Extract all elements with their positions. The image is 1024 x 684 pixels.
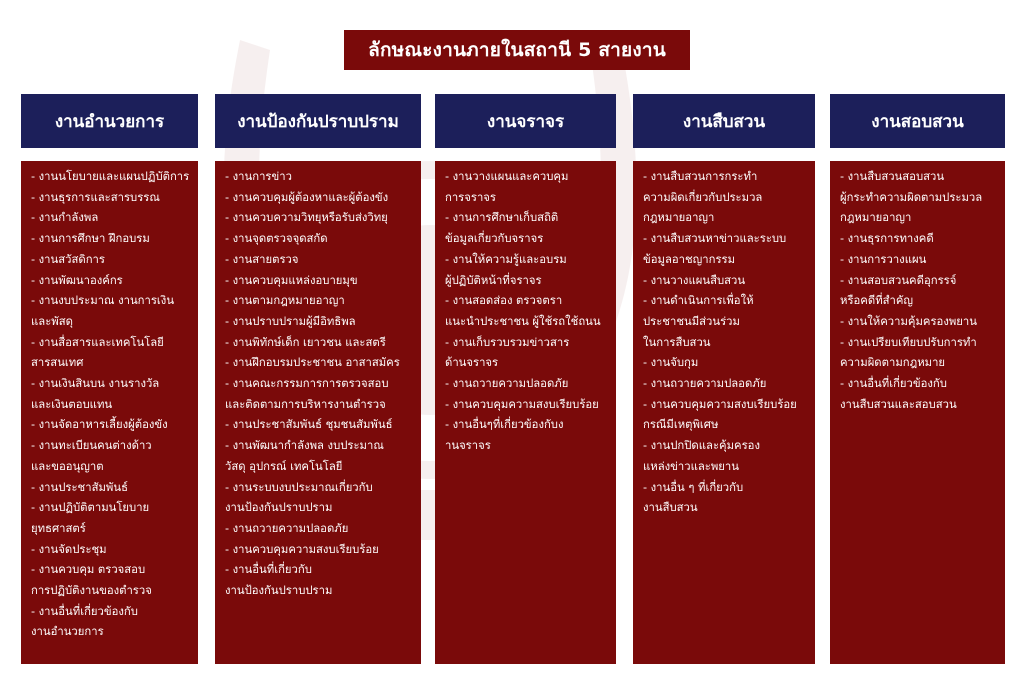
list-item: - งานสืบสวนการกระทำ bbox=[643, 170, 758, 183]
list-item: วัสดุ อุปกรณ์ เทคโนโลยี bbox=[225, 459, 343, 473]
list-item: - งานพัฒนาองค์กร bbox=[31, 273, 123, 287]
list-item: - งานสายตรวจ bbox=[225, 252, 299, 266]
list-item: - งานควบคุมความสงบเรียบร้อย bbox=[225, 542, 379, 556]
list-item: - งานอื่น ๆ ที่เกี่ยวกับ bbox=[643, 480, 744, 494]
list-item: - งานควบคุม ตรวจสอบ bbox=[31, 563, 146, 577]
list-item: แนะนำประชาชน ผู้ใช้รถใช้ถนน bbox=[445, 314, 601, 328]
list-item: - งานควบคุมแหล่งอบายมุข bbox=[225, 273, 358, 287]
list-item: ในการสืบสวน bbox=[643, 335, 711, 349]
list-item: ความผิดตามกฎหมาย bbox=[840, 356, 946, 370]
list-item: งานป้องกันปราบปราม bbox=[225, 501, 333, 515]
list-item: - งานสวัสดิการ bbox=[31, 252, 105, 266]
list-item: - งานวางแผนสืบสวน bbox=[643, 273, 746, 287]
list-item: ผู้กระทำความผิดตามประมวล bbox=[840, 190, 983, 204]
list-item: - งานสืบสวนหาข่าวและระบบ bbox=[643, 232, 787, 246]
list-item: านจราจร bbox=[445, 439, 491, 453]
list-item: - งานการศึกษาเก็บสถิติ bbox=[445, 211, 559, 225]
list-item: - งานการข่าว bbox=[225, 170, 292, 183]
list-item: - งานตามกฎหมายอาญา bbox=[225, 294, 345, 308]
list-item: และเงินตอบแทน bbox=[31, 397, 113, 411]
list-item: สารสนเทศ bbox=[31, 356, 84, 370]
list-item: - งานควบคุมความสงบเรียบร้อย bbox=[445, 397, 599, 411]
column-body bbox=[435, 161, 616, 664]
column-body bbox=[215, 161, 421, 664]
list-item: - งานถวายความปลอดภัย bbox=[445, 377, 569, 391]
list-item: - งานจัดประชุม bbox=[31, 542, 107, 556]
list-item: - งานเงินสินบน งานรางวัล bbox=[31, 377, 160, 391]
list-item: - งานจัดอาหารเลี้ยงผู้ต้องขัง bbox=[31, 418, 168, 432]
column-inquiry bbox=[830, 94, 1005, 664]
list-item: - งานปราบปรามผู้มีอิทธิพล bbox=[225, 314, 356, 328]
list-item: - งานประชาสัมพันธ์ ชุมชนสัมพันธ์ bbox=[225, 418, 393, 432]
list-item: แหล่งข่าวและพยาน bbox=[643, 459, 739, 473]
list-item: - งานการศึกษา ฝึกอบรม bbox=[31, 232, 150, 246]
list-item: - งานฝึกอบรมประชาชน อาสาสมัคร bbox=[225, 356, 400, 370]
list-item: งานป้องกันปราบปราม bbox=[225, 584, 333, 598]
list-item: ข้อมูลเกี่ยวกับจราจร bbox=[445, 232, 544, 246]
list-item: - งานให้ความรู้และอบรม bbox=[445, 252, 567, 266]
list-item: หรือคดีที่สำคัญ bbox=[840, 294, 914, 308]
list-item: - งานควบคุมความสงบเรียบร้อย bbox=[643, 397, 797, 411]
list-item: - งานเก็บรวบรวมข่าวสาร bbox=[445, 335, 570, 349]
list-item: - งานงบประมาณ งานการเงิน bbox=[31, 294, 175, 308]
list-item: - งานธุรการและสารบรรณ bbox=[31, 190, 160, 204]
list-item: - งานเปรียบเทียบปรับการทำ bbox=[840, 335, 977, 349]
column-investigation bbox=[633, 94, 815, 664]
list-item: ความผิดเกี่ยวกับประมวล bbox=[643, 190, 763, 204]
page-title: ลักษณะงานภายในสถานี 5 สายงาน bbox=[344, 30, 690, 70]
list-item: - งานธุรการทางคดี bbox=[840, 232, 934, 246]
list-item: งานสืบสวนและสอบสวน bbox=[840, 397, 957, 411]
list-item: ข้อมูลอาชญากรรม bbox=[643, 252, 736, 266]
list-item: - งานถวายความปลอดภัย bbox=[225, 521, 349, 535]
list-item: การปฏิบัติงานของตำรวจ bbox=[31, 584, 152, 598]
list-item: - งานสื่อสารและเทคโนโลยี bbox=[31, 335, 164, 349]
list-item: กรณีมีเหตุพิเศษ bbox=[643, 418, 719, 432]
list-item: - งานให้ความคุ้มครองพยาน bbox=[840, 314, 977, 328]
column-body bbox=[633, 161, 815, 664]
list-item: - งานกำลังพล bbox=[31, 211, 99, 225]
list-item: - งานควบคุมผู้ต้องหาและผู้ต้องขัง bbox=[225, 190, 389, 204]
list-item: - งานพิทักษ์เด็ก เยาวชน และสตรี bbox=[225, 335, 386, 349]
list-item: ผู้ปฏิบัติหน้าที่จราจร bbox=[445, 273, 542, 287]
list-item: - งานปฏิบัติตามนโยบาย bbox=[31, 501, 150, 515]
column-traffic bbox=[435, 94, 616, 664]
list-item: - งานควบความวิทยุหรือรับส่งวิทยุ bbox=[225, 211, 388, 225]
list-item: การจราจร bbox=[445, 190, 496, 204]
list-item: - งานสืบสวนสอบสวน bbox=[840, 170, 945, 183]
column-body bbox=[21, 161, 198, 664]
list-item: และพัสดุ bbox=[31, 314, 73, 328]
list-item: - งานระบบงบประมาณเกี่ยวกับ bbox=[225, 480, 373, 494]
list-item: - งานสอดส่อง ตรวจตรา bbox=[445, 294, 563, 308]
list-item: งานอำนวยการ bbox=[31, 625, 104, 639]
list-item: - งานอื่นๆที่เกี่ยวข้องกับง bbox=[445, 418, 564, 432]
list-item: - งานปกปิดและคุ้มครอง bbox=[643, 439, 760, 453]
list-item: - งานจับกุม bbox=[643, 356, 699, 370]
column-heading: งานสอบสวน bbox=[830, 94, 1005, 148]
list-item: - งานนโยบายและแผนปฏิบัติการ bbox=[31, 170, 190, 183]
column-crime-prevention bbox=[215, 94, 421, 664]
list-item: - งานประชาสัมพันธ์ bbox=[31, 480, 128, 494]
list-item: - งานถวายความปลอดภัย bbox=[643, 377, 767, 391]
column-administration bbox=[21, 94, 198, 664]
list-item: กฎหมายอาญา bbox=[643, 211, 715, 225]
list-item: - งานคณะกรรมการการตรวจสอบ bbox=[225, 377, 389, 391]
column-body bbox=[830, 161, 1005, 664]
list-item: - งานการวางแผน bbox=[840, 252, 927, 266]
column-heading: งานสืบสวน bbox=[633, 94, 815, 148]
list-item: - งานอื่นที่เกี่ยวข้องกับ bbox=[31, 604, 138, 618]
list-item: - งานอื่นที่เกี่ยวกับ bbox=[225, 563, 312, 577]
list-item: - งานพัฒนากำลังพล งบประมาณ bbox=[225, 439, 384, 453]
list-item: และขออนุญาต bbox=[31, 459, 104, 473]
list-item: - งานทะเบียนคนต่างด้าว bbox=[31, 439, 152, 453]
list-item: ประชาชนมีส่วนร่วม bbox=[643, 314, 740, 328]
column-heading: งานจราจร bbox=[435, 94, 616, 148]
list-item: งานสืบสวน bbox=[643, 501, 698, 515]
list-item: ด้านจราจร bbox=[445, 356, 499, 370]
column-heading: งานป้องกันปราบปราม bbox=[215, 94, 421, 148]
list-item: ยุทธศาสตร์ bbox=[31, 521, 86, 535]
column-heading: งานอำนวยการ bbox=[21, 94, 198, 148]
list-item: - งานวางแผนและควบคุม bbox=[445, 170, 569, 183]
list-item: - งานจุดตรวจจุดสกัด bbox=[225, 232, 328, 246]
list-item: - งานดำเนินการเพื่อให้ bbox=[643, 294, 754, 308]
list-item: และติดตามการบริหารงานตำรวจ bbox=[225, 397, 386, 411]
list-item: กฎหมายอาญา bbox=[840, 211, 912, 225]
list-item: - งานสอบสวนคดีอุกรรจ์ bbox=[840, 273, 957, 287]
list-item: - งานอื่นที่เกี่ยวข้องกับ bbox=[840, 377, 947, 391]
